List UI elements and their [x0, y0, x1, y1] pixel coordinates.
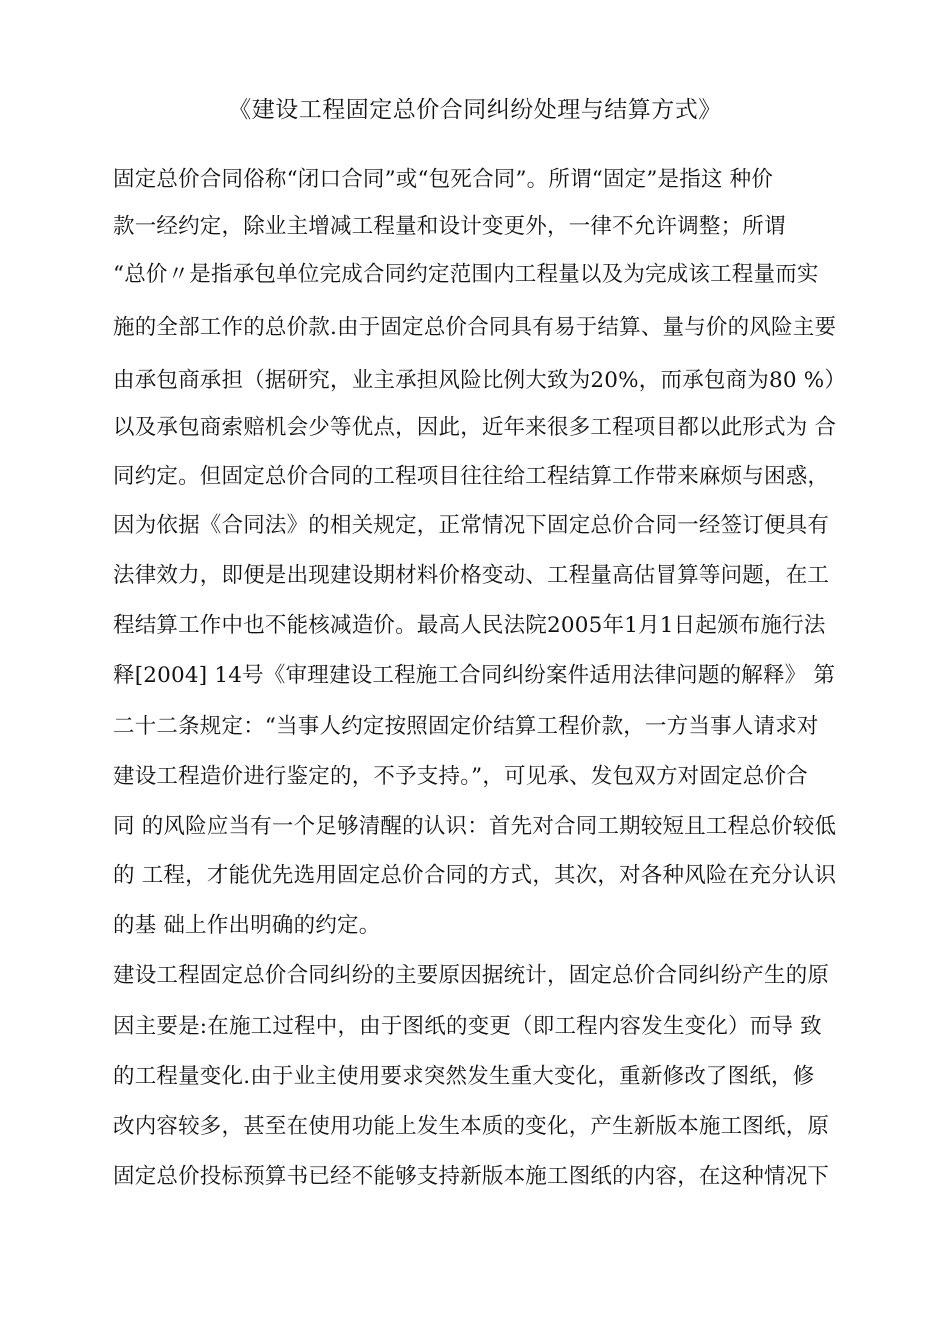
text-line: 的 工程，才能优先选用固定总价合同的方式，其次，对各种风险在充分认识 — [113, 863, 837, 888]
text-line: 的基 础上作出明确的约定。 — [113, 913, 381, 938]
text-line: 改内容较多，甚至在使用功能上发生本质的变化，产生新版本施工图纸，原 — [113, 1114, 830, 1139]
document-title: 《建设工程固定总价合同纠纷处理与结算方式》 — [228, 97, 722, 123]
text-line: 固定总价合同俗称“闭口合同”或“包死合同”。所谓“固定”是指这 种价 — [113, 167, 774, 192]
text-line: 同 的风险应当有一个足够清醒的认识：首先对合同工期较短且工程总价较低 — [113, 814, 837, 839]
text-line: 的工程量变化.由于业主使用要求突然发生重大变化，重新修改了图纸，修 — [113, 1064, 815, 1089]
text-line: “总价〃是指承包单位完成合同约定范围内工程量以及为完成该工程量而实 — [113, 262, 819, 287]
text-line: 建设工程造价进行鉴定的，不予支持。”，可见承、发包双方对固定总价合 — [113, 764, 808, 789]
text-line: 施的全部工作的总价款.由于固定总价合同具有易于结算、量与价的风险主要 — [113, 315, 837, 340]
text-line: 因主要是:在施工过程中，由于图纸的变更（即工程内容发生变化）而导 致 — [113, 1014, 822, 1039]
text-line: 同约定。但固定总价合同的工程项目往往给工程结算工作带来麻烦与困惑， — [113, 464, 830, 489]
text-line: 固定总价投标预算书已经不能够支持新版本施工图纸的内容，在这种情况下 — [113, 1164, 830, 1189]
text-line: 二十二条规定：“当事人约定按照固定价结算工程价款，一方当事人请求对 — [113, 714, 819, 739]
text-line: 由承包商承担（据研究，业主承担风险比例大致为20%，而承包商为80 %） — [113, 368, 847, 393]
text-line: 以及承包商索赔机会少等优点，因此，近年来很多工程项目都以此形式为 合 — [113, 415, 837, 440]
text-line: 法律效力，即便是出现建设期材料价格变动、工程量高估冒算等问题，在工 — [113, 563, 830, 588]
text-line: 释[2004] 14号《审理建设工程施工合同纠纷案件适用法律问题的解释》 第 — [113, 663, 836, 688]
text-line: 因为依据《合同法》的相关规定，正常情况下固定总价合同一经签订便具有 — [113, 513, 830, 538]
text-line: 程结算工作中也不能核减造价。最高人民法院2005年1月1日起颁布施行法 — [113, 613, 826, 638]
text-line: 建设工程固定总价合同纠纷的主要原因据统计，固定总价合同纠纷产生的原 — [113, 963, 830, 988]
text-line: 款一经约定，除业主增减工程量和设计变更外，一律不允许调整；所谓 — [113, 214, 786, 239]
